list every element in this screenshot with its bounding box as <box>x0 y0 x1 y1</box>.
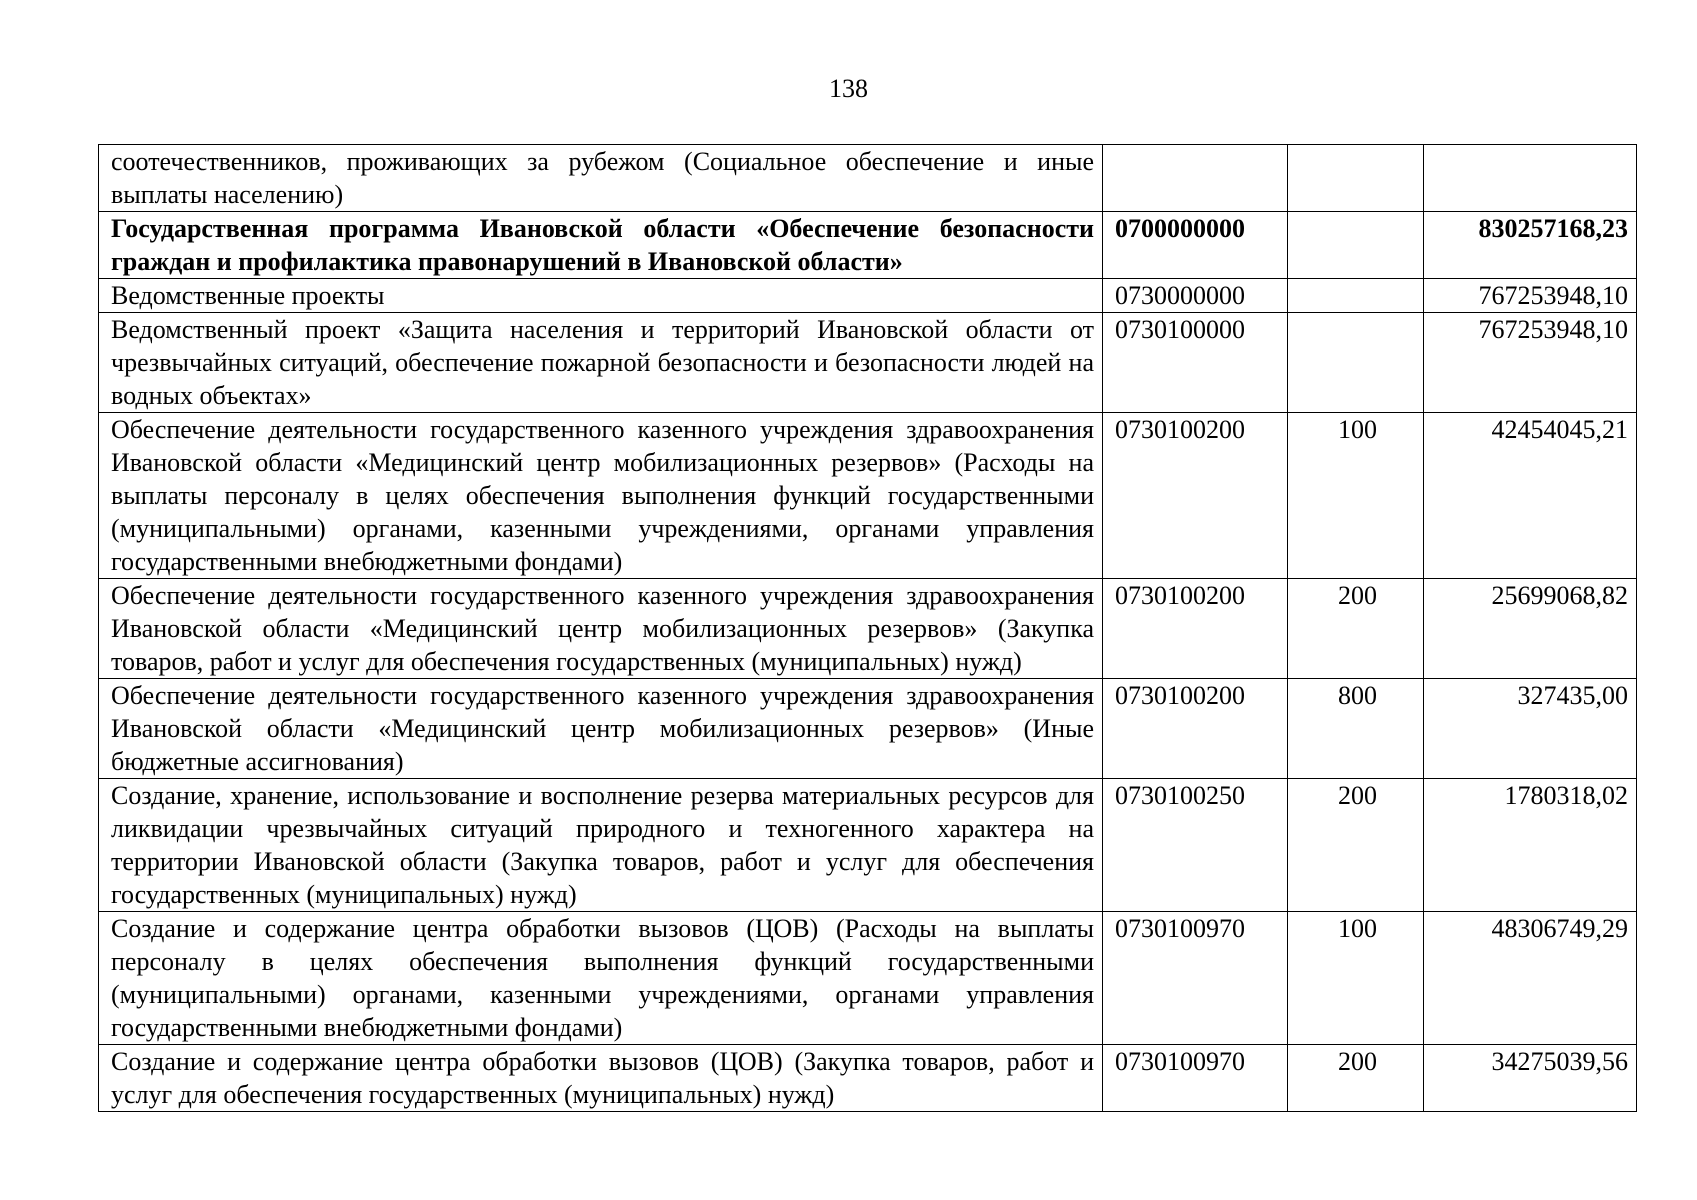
row-code-cell: 0730100250 <box>1103 779 1288 912</box>
budget-table <box>98 144 1637 1112</box>
row-name-cell: Государственная программа Ивановской области «Обеспечение безопасности граждан и профилактика правонарушений в Ивановской области» <box>99 212 1103 279</box>
row-name-cell: Ведомственные проекты <box>99 279 1103 313</box>
row-sum-cell: 830257168,23 <box>1424 212 1637 279</box>
row-sum-cell: 327435,00 <box>1424 679 1637 779</box>
row-type-cell <box>1288 313 1424 413</box>
row-code-cell: 0730100970 <box>1103 912 1288 1045</box>
table-row <box>99 212 1637 279</box>
row-name-cell: Создание, хранение, использование и восполнение резерва материальных ресурсов для ликвидации чрезвычайных ситуаций природного и техногенного характера на территории Ивановской области (Закупка товаров, работ и услуг для обеспечения государственных (муниципальных) нужд) <box>99 779 1103 912</box>
row-type-cell: 200 <box>1288 579 1424 679</box>
page-number: 138 <box>829 74 868 103</box>
row-type-cell <box>1288 212 1424 279</box>
row-name-cell: Обеспечение деятельности государственного казенного учреждения здравоохранения Ивановской области «Медицинский центр мобилизационных резервов» (Иные бюджетные ассигнования) <box>99 679 1103 779</box>
row-code-cell: 0730100200 <box>1103 413 1288 579</box>
table-row <box>99 279 1637 313</box>
row-code-cell: 0730100970 <box>1103 1045 1288 1112</box>
table-row <box>99 912 1637 1045</box>
table-row <box>99 779 1637 912</box>
row-type-cell: 200 <box>1288 779 1424 912</box>
row-sum-cell: 25699068,82 <box>1424 579 1637 679</box>
row-name-cell: Обеспечение деятельности государственного казенного учреждения здравоохранения Ивановской области «Медицинский центр мобилизационных резервов» (Закупка товаров, работ и услуг для обеспечения государственных (муниципальных) нужд) <box>99 579 1103 679</box>
table-row <box>99 413 1637 579</box>
row-sum-cell: 42454045,21 <box>1424 413 1637 579</box>
row-sum-cell <box>1424 145 1637 212</box>
row-name-cell: Обеспечение деятельности государственного казенного учреждения здравоохранения Ивановской области «Медицинский центр мобилизационных резервов» (Расходы на выплаты персоналу в целях обеспечения выполнения функций государственными (муниципальными) органами, казенными учреждениями, органами управления государственными внебюджетными фондами) <box>99 413 1103 579</box>
row-sum-cell: 48306749,29 <box>1424 912 1637 1045</box>
row-sum-cell: 1780318,02 <box>1424 779 1637 912</box>
row-code-cell: 0700000000 <box>1103 212 1288 279</box>
row-type-cell <box>1288 145 1424 212</box>
row-name-cell: Ведомственный проект «Защита населения и территорий Ивановской области от чрезвычайных ситуаций, обеспечение пожарной безопасности и безопасности людей на водных объектах» <box>99 313 1103 413</box>
row-type-cell: 200 <box>1288 1045 1424 1112</box>
row-sum-cell: 34275039,56 <box>1424 1045 1637 1112</box>
row-type-cell: 100 <box>1288 413 1424 579</box>
row-code-cell: 0730100000 <box>1103 313 1288 413</box>
row-type-cell <box>1288 279 1424 313</box>
table-row <box>99 313 1637 413</box>
row-code-cell: 0730100200 <box>1103 579 1288 679</box>
row-code-cell: 0730000000 <box>1103 279 1288 313</box>
table-row <box>99 679 1637 779</box>
row-sum-cell: 767253948,10 <box>1424 279 1637 313</box>
row-sum-cell: 767253948,10 <box>1424 313 1637 413</box>
table-row <box>99 579 1637 679</box>
table-row <box>99 145 1637 212</box>
row-code-cell: 0730100200 <box>1103 679 1288 779</box>
row-name-cell: Создание и содержание центра обработки вызовов (ЦОВ) (Закупка товаров, работ и услуг для обеспечения государственных (муниципальных) нужд) <box>99 1045 1103 1112</box>
row-code-cell <box>1103 145 1288 212</box>
row-type-cell: 100 <box>1288 912 1424 1045</box>
row-name-cell: соотечественников, проживающих за рубежом (Социальное обеспечение и иные выплаты населению) <box>99 145 1103 212</box>
row-type-cell: 800 <box>1288 679 1424 779</box>
table-row <box>99 1045 1637 1112</box>
row-name-cell: Создание и содержание центра обработки вызовов (ЦОВ) (Расходы на выплаты персоналу в целях обеспечения выполнения функций государственными (муниципальными) органами, казенными учреждениями, органами управления государственными внебюджетными фондами) <box>99 912 1103 1045</box>
